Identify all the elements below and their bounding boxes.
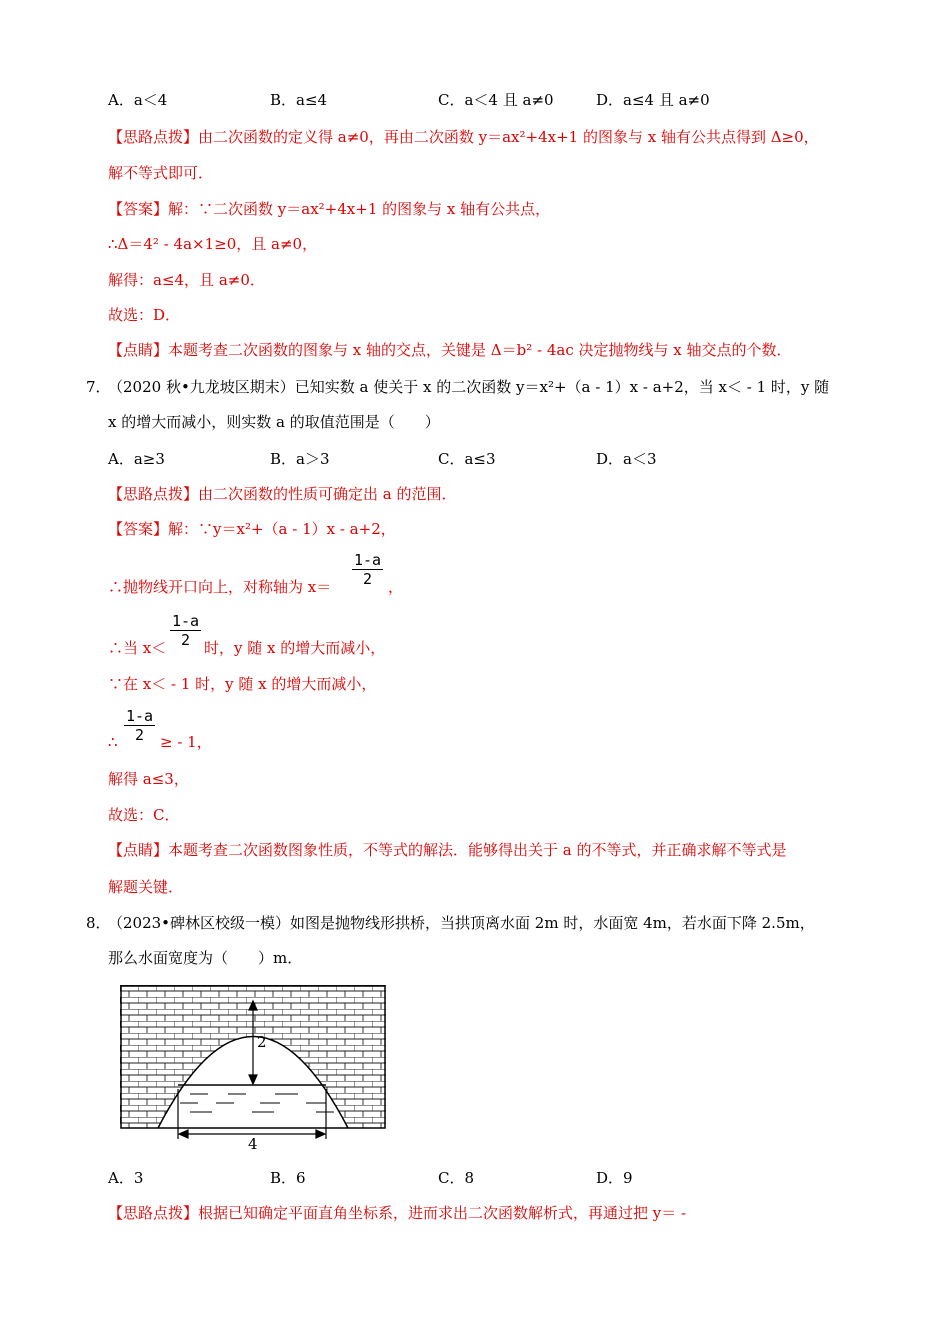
q7-option-d: D．a＜3	[596, 450, 657, 468]
q6-hint-cont: 解不等式即可．	[108, 164, 214, 182]
q6-answer	[108, 199, 550, 219]
q7-option-b: B．a＞3	[270, 450, 330, 468]
q7-answer-l7: 故选：C．	[108, 806, 180, 824]
q7-hint	[108, 484, 457, 504]
q7-comment-text: 本题考查二次函数图象性质，不等式的解法．能够得出关于 a 的不等式，并正确求解不等式是	[168, 841, 787, 859]
q7-fraction-3	[124, 707, 155, 744]
q7-answer-l1: 解：∵y＝x²+（a - 1）x - a+2，	[168, 520, 396, 538]
q6-answer-l4: 故选：D．	[108, 306, 181, 324]
q6-answer-l2: ∴Δ＝4² - 4a×1≥0，且 a≠0，	[108, 235, 318, 253]
water-waves	[180, 1094, 334, 1112]
q7-answer-l5: ∴	[108, 733, 118, 751]
q7-hint-text: 由二次函数的性质可确定出 a 的范围．	[198, 485, 457, 503]
q6-comment	[108, 340, 792, 360]
q8-hint-text: 根据已知确定平面直角坐标系，进而求出二次函数解析式，再通过把 y＝ -	[198, 1204, 687, 1222]
q6-option-a: A．a＜4	[108, 91, 168, 109]
q7-answer-l2	[108, 577, 331, 597]
q7-comment-tag: 【点睛】	[108, 841, 169, 859]
q6-option-b: B．a≤4	[270, 91, 328, 109]
q7-answer-l6: 解得 a≤3，	[108, 770, 189, 788]
arch-bridge-figure	[120, 985, 386, 1150]
q7-hint-tag: 【思路点拨】	[108, 485, 199, 503]
q7-fraction-2-denominator: 2	[181, 631, 191, 649]
q7-stem: （2020 秋•九龙坡区期末）已知实数 a 使关于 x 的二次函数 y＝x²+（a - 1）x - a+2，当 x＜ - 1 时，y 随	[108, 378, 830, 396]
q7-answer-l3-end: 时，y 随 x 的增大而减小，	[204, 639, 386, 657]
q8-option-d: D．9	[596, 1169, 633, 1187]
q7-option-a: A．a≥3	[108, 450, 165, 468]
q7-stem-cont: x 的增大而减小，则实数 a 的取值范围是（ ）	[108, 413, 440, 431]
q6-option-d: D．a≤4 且 a≠0	[596, 91, 710, 109]
q7-comment-cont: 解题关键．	[108, 878, 184, 896]
q7-answer-l2-text: ∴抛物线开口向上，对称轴为 x＝	[108, 578, 332, 596]
q8-option-b: B．6	[270, 1169, 306, 1187]
q8-hint-tag: 【思路点拨】	[108, 1204, 199, 1222]
q7-fraction-1-denominator: 2	[363, 570, 373, 588]
q7-number: 7．	[86, 378, 111, 396]
q8-option-a: A．3	[108, 1169, 144, 1187]
q7-fraction-3-denominator: 2	[135, 726, 145, 744]
q6-hint-tag: 【思路点拨】	[108, 128, 199, 146]
q7-fraction-3-numerator: 1-a	[126, 707, 154, 725]
height-label: 2	[257, 1033, 267, 1051]
q7-answer-l3: ∴当 x＜	[108, 639, 167, 657]
q6-comment-tag: 【点睛】	[108, 341, 169, 359]
q6-hint-text: 由二次函数的定义得 a≠0，再由二次函数 y＝ax²+4x+1 的图象与 x 轴有公共点得到 Δ≥0，	[198, 128, 819, 146]
width-label: 4	[248, 1135, 258, 1150]
q6-answer-tag: 【答案】	[108, 200, 169, 218]
q7-answer-l2-end: ，	[388, 578, 404, 596]
q7-answer-l5-end: ≥ - 1，	[160, 733, 212, 751]
q7-fraction-2-numerator: 1-a	[172, 612, 200, 630]
q7-answer	[108, 519, 396, 539]
width-arrow	[178, 1089, 326, 1139]
q7-comment	[108, 840, 787, 860]
q8-stem-cont: 那么水面宽度为（ ）m．	[108, 949, 303, 967]
q7-answer-l4: ∵在 x＜ - 1 时，y 随 x 的增大而减小，	[108, 675, 377, 693]
q6-hint	[108, 127, 819, 147]
q7-answer-tag: 【答案】	[108, 520, 169, 538]
q8-hint	[108, 1203, 686, 1223]
q7-fraction-2	[170, 612, 201, 649]
q8-option-c: C．8	[438, 1169, 475, 1187]
q8-number: 8．	[86, 914, 111, 932]
q6-answer-l1: 解：∵二次函数 y＝ax²+4x+1 的图象与 x 轴有公共点，	[168, 200, 551, 218]
q7-fraction-1-numerator: 1-a	[354, 551, 382, 569]
q6-comment-text: 本题考查二次函数的图象与 x 轴的交点，关键是 Δ＝b² - 4ac 决定抛物线与 x 轴交点的个数．	[168, 341, 792, 359]
q6-option-c: C．a＜4 且 a≠0	[438, 91, 554, 109]
q6-answer-l3: 解得：a≤4，且 a≠0．	[108, 271, 265, 289]
q8-stem: （2023•碑林区校级一模）如图是抛物线形拱桥，当拱顶离水面 2m 时，水面宽 4m，若水面下降 2.5m，	[108, 914, 815, 932]
q7-fraction-1	[352, 551, 383, 588]
q7-option-c: C．a≤3	[438, 450, 496, 468]
